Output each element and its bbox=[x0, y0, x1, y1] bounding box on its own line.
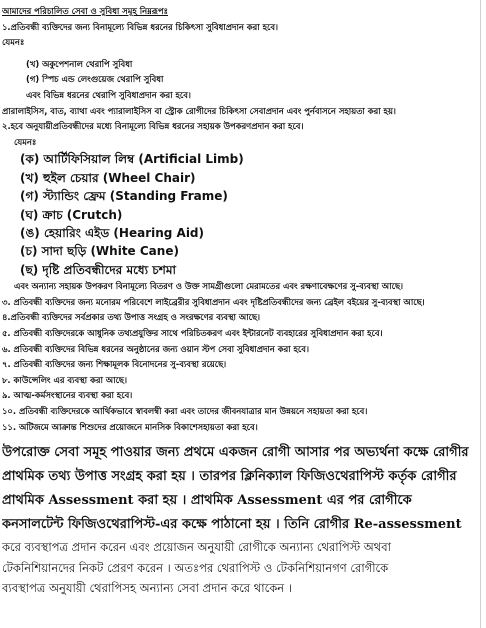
list-item: ৪.প্রতিবন্ধী ব্যক্তিদের সর্বপ্রকার তথ্য উপাত্ত সংগ্রহ ও সংরক্ষণের ব্যবস্থা আছে। bbox=[2, 312, 261, 323]
list-item: (ঘ) ক্রাচ (Crutch) bbox=[20, 207, 123, 222]
procedure-paragraph bbox=[2, 441, 480, 599]
page-edge-line bbox=[480, 0, 481, 628]
list-item: (ক) আর্টিফিসিয়াল লিম্ব (Artificial Limb) bbox=[20, 152, 244, 167]
list-item: ৭. প্রতিবন্ধী ব্যক্তিদের জন্য শিক্ষামূলক বিনোদনের সু-ব্যবস্থা রয়েছে। bbox=[2, 359, 227, 370]
paragraph-line: ব্যবস্থাপত্র অনুযায়ী থেরাপিসহ অন্যান্য সেবা প্রদান করে থাকেন । bbox=[2, 581, 292, 596]
paragraph-line: করে ব্যবস্থাপত্র প্রদান করেন এবং প্রয়োজন অনুযায়ী রোগীকে অন্যান্য থেরাপিস্ট অথবা bbox=[2, 540, 391, 555]
list-item: ২.হবে অনুযায়ীপ্রতিবন্ধীদের মধ্যে বিনামূল্যে বিভিন্ন ধরনের সহায়ক উপকরণপ্রদান করা হবে। bbox=[2, 121, 304, 132]
list-item: (গ) স্পিচ এন্ড লেংগুয়েজ থেরাপি সুবিধা bbox=[26, 74, 164, 85]
list-item: ৯. আত্ম-কর্মসংস্থানের ব্যবস্থা করা হবে। bbox=[2, 390, 133, 401]
services-list bbox=[2, 20, 480, 436]
paragraph-line: কনসালটেন্ট ফিজিওথেরাপিস্ট-এর কক্ষে পাঠানো হয় । তিনি রোগীর Re-assessment bbox=[2, 517, 462, 533]
list-item: ৬. প্রতিবন্ধী ব্যক্তিদের বিভিন্ন ধরনের অনুষ্ঠানের জন্য ওয়ান স্টপ সেবা সুবিধাপ্রদান করা হবে। bbox=[2, 343, 309, 354]
paragraph-line: টেকনিশিয়ানদের নিকট প্রেরণ করেন । অতঃপর থেরাপিস্ট ও টেকনিশিয়ানগণ রোগীকে bbox=[2, 560, 389, 575]
list-item: (চ) সাদা ছড়ি (White Cane) bbox=[20, 244, 179, 259]
list-item: (ঙ) হেয়ারিং এইড (Hearing Aid) bbox=[20, 225, 205, 240]
list-item: (খ) হুইল চেয়ার (Wheel Chair) bbox=[20, 170, 196, 185]
services-heading: আমাদের পরিচালিত সেবা ও সুবিধা সমূহ নিম্নরূপঃ bbox=[2, 6, 169, 16]
list-item: ১১. অটিজমে আক্রান্ত শিশুদের প্রয়োজনে মানসিক বিকাশেসহায়তা করা হবে। bbox=[2, 421, 258, 432]
list-item: ৫. প্রতিবন্ধী ব্যক্তিদেরকে আধুনিক তথ্যপ্রযুক্তির সাথে পরিচিতকরণ এবং ইন্টারনেট ব্যবহারের সুবিধাপ্রদান করা হবে। bbox=[2, 327, 383, 338]
list-item: প্রারালাইসিস, বাত, ব্যাথা এবং প্যারালাইসিস বা স্ট্রোক রোগীদের চিকিৎসা সেবাপ্রদান এবং পুর্নবাসনে সহায়তা করা হয়। bbox=[2, 105, 396, 116]
list-item: ৩. প্রতিবন্ধী ব্যক্তিদের জন্য মনোরম পরিবেশে লাইব্রেরীর সুবিধাপ্রদান এবং দৃষ্টিপ্রতিবন্ধীদের জন্য ব্রেইল বইয়ের সু-ব্যবস্থা আছে। bbox=[2, 296, 425, 307]
list-item: (খ) অকুপেশনাল থেরাপি সুবিধা bbox=[26, 58, 133, 69]
list-item: যেমনঃ bbox=[2, 37, 25, 48]
list-item: এবং বিভিন্ন ধরনের থেরাপি সুবিধাপ্রদান করা হবে। bbox=[26, 89, 191, 100]
paragraph-line: প্রাথমিক Assessment করা হয় । প্রাথমিক Assessment এর পর রোগীকে bbox=[2, 493, 412, 509]
list-item: ৮. কাউন্সেলিং এর ব্যবস্থা করা আছে। bbox=[2, 374, 128, 385]
list-item: ১০. প্রতিবন্ধী ব্যক্তিদেরকে আর্থিকভাবে স্বাবলম্বী করা এবং তাদের জীবনযাত্রার মান উন্নয়নে সহায়তা করা হবে। bbox=[2, 405, 368, 416]
list-item: এবং অন্যান্য সহায়ক উপকরণ বিনামূল্যে বিতরণ ও উক্ত সামগ্রীগুলো মেরামতের এবং রক্ষণাবেক্ষণের সু-ব্যবস্থা আছে। bbox=[14, 281, 404, 292]
list-item: (গ) স্ট্যান্ডিং ফ্রেম (Standing Frame) bbox=[20, 189, 228, 204]
list-item: যেমনঃ bbox=[14, 136, 37, 147]
list-item: (ছ) দৃষ্টি প্রতিবন্ধীদের মধ্যে চশমা bbox=[20, 262, 177, 277]
paragraph-line: উপরোক্ত সেবা সমূহ পাওয়ার জন্য প্রথমে একজন রোগী আসার পর অভ্যর্থনা কক্ষে রোগীর bbox=[2, 445, 469, 461]
list-item: ১.প্রতিবন্ধী ব্যক্তিদের জন্য বিনামূল্যে বিভিন্ন ধরনের চিকিৎসা সুবিধাপ্রদান করা হবে। bbox=[2, 21, 279, 32]
paragraph-line: প্রাথমিক তথ্য উপাত্ত সংগ্রহ করা হয় । তারপর ক্লিনিক্যাল ফিজিওথেরাপিস্ট কর্তৃক রোগীর bbox=[2, 469, 457, 485]
